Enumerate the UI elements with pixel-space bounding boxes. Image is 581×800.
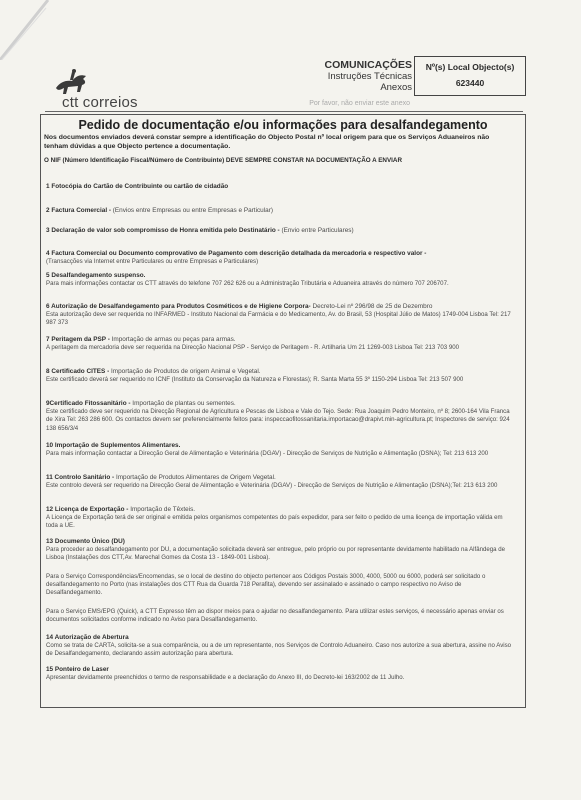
item-heading: 5 Desalfandegamento suspenso. — [46, 272, 146, 279]
horse-rider-icon — [52, 68, 92, 96]
item-text: A peritagem da mercadoria deve ser requerida na Direcção Nacional PSP - Serviço de Peritagem - R. Artilharia Um 21 1269-003 Lisboa Tel: 213 703 900 — [46, 344, 460, 352]
item-text: Para o Serviço Correspondências/Encomendas, se o local de destino do objecto pertencer aos Códigos Postais 3000, 4000, 5000 ou 6000, poderá ser solicitado o desalfandegamento no Porto (nas instalações dos CTT Rua da Guarda 718 Perafita), devendo ser assinalado e assinado o campo respectivo no Aviso de Desalfandegamento. — [46, 573, 486, 597]
list-item — [46, 250, 516, 266]
item-heading: 2 Factura Comercial - — [46, 207, 113, 214]
nif-notice: O NIF (Número Identificação Fiscal/Número de Contribuinte) DEVE SEMPRE CONSTAR NA DOCUMENTAÇÃO A ENVIAR — [44, 157, 403, 164]
item-text: Para mais informação contactar a Direcção Geral de Alimentação e Veterinária (DGAV) - Direcção de Serviços de Nutrição e Alimentação (DSNA); Tel: 213 613 200 — [46, 450, 489, 458]
header-divider — [45, 111, 523, 112]
item-heading: 6 Autorização de Desalfandegamento para Produtos Cosméticos e de Higiene Corpora- — [46, 303, 311, 310]
list-item — [46, 400, 516, 433]
list-item — [46, 634, 516, 659]
item-subtitle: Importação de Produtos de origem Animal e Vegetal. — [110, 368, 261, 375]
item-subtitle: Importação de Têxteis. — [130, 506, 196, 513]
item-text: Como se trata de CARTA, solicita-se a sua comparência, ou a de um representante, nos Serviços de Controlo Aduaneiro. Caso nos autorize a sua abertura, assine no Aviso de Desalfandegamento, declarando assim autorização para abertura. — [46, 642, 512, 658]
list-item — [46, 227, 516, 235]
list-item — [46, 207, 516, 215]
item-subtitle: (Envio entre Particulares) — [281, 227, 354, 234]
item-heading: 8 Certificado CITES - — [46, 368, 111, 375]
item-text: Apresentar devidamente preenchidos o termo de responsabilidade e a declaração do Anexo III, do Decreto-lei 163/2002 de 11 Julho. — [46, 674, 405, 682]
list-item — [46, 608, 516, 624]
item-heading: 12 Licença de Exportação - — [46, 506, 131, 513]
item-text: Para proceder ao desalfandegamento por DU, a documentação solicitada deverá ser entregue, pelo próprio ou por representante devidamente habilitado na Alfândega de Lisboa (Instalações dos CTT,Av. Marechal Gomes da Costa 13 - 1849-001 Lisboa). — [46, 546, 506, 562]
item-text: Este certificado deve ser requerido na Direcção Regional de Agricultura e Pescas de Lisboa e Vale do Tejo. Sede: Rua Joaquim Pedro Monteiro, nº 8; 2600-164 Vila Franca de Xira Tel: 263 286 600. Os contactos devem ser preferencialmente feitos para: inspeccaofitossanitaria.importacao@drapivt.min-agricultura.pt; Inspectores de serviço: 924 138 656/3/4 — [46, 408, 510, 432]
object-number-label: Nº(s) Local Objecto(s) — [425, 62, 515, 72]
list-item — [46, 303, 516, 328]
item-subtitle: Importação de Produtos Alimentares de Origem Vegetal. — [115, 474, 276, 481]
item-text: Para mais informações contactar os CTT através do telefone 707 262 626 ou a Administração Tributária e Aduaneira através do número 707 206707. — [46, 280, 449, 288]
list-item — [46, 573, 516, 598]
item-heading: 4 Factura Comercial ou Documento comprovativo de Pagamento com descrição detalhada da mercadoria e respectivo valor - — [46, 250, 427, 257]
item-heading: 3 Declaração de valor sob compromisso de Honra emitida pelo Destinatário - — [46, 227, 282, 234]
list-item — [46, 183, 516, 191]
brand-name: ctt correios — [62, 94, 138, 111]
list-item — [46, 506, 516, 531]
item-text: A Licença de Exportação terá de ser original e emitida pelos organismos competentes do país expedidor, para ser feito o pedido de uma licença de importação válida em toda a UE. — [46, 514, 503, 530]
item-text: Este controlo deverá ser requerido na Direcção Geral de Alimentação e Veterinária (DGAV) - Direcção de Serviços de Nutrição e Alimentação (DSNA);Tel: 213 613 200 — [46, 482, 498, 490]
ctt-logo — [44, 68, 154, 113]
item-text: Este certificado deverá ser requerido no ICNF (Instituto da Conservação da Natureza e Florestas); R. Santa Marta 55 3º 1150-294 Lisboa Tel: 213 507 900 — [46, 376, 464, 384]
list-item — [46, 538, 516, 563]
item-text: (Transacções via Internet entre Particulares ou entre Empresas e Particulares) — [46, 258, 259, 266]
object-number-value: 623440 — [455, 78, 485, 88]
item-heading: 9Certificado Fitossanitário - — [46, 400, 133, 407]
list-item — [46, 666, 516, 682]
header-line1: COMUNICAÇÕES — [324, 59, 412, 71]
item-subtitle: (Envios entre Empresas ou entre Empresas e Particular) — [112, 207, 273, 214]
list-item — [46, 368, 516, 384]
list-item — [46, 474, 516, 490]
item-subtitle: Importação de plantas ou sementes. — [132, 400, 236, 407]
item-heading: 11 Controlo Sanitário - — [46, 474, 116, 481]
page-fold-mark — [0, 0, 60, 60]
header-line3: Anexos — [380, 82, 412, 93]
item-heading: 10 Importação de Suplementos Alimentares. — [46, 442, 181, 449]
header-text — [290, 60, 412, 93]
item-heading: 13 Documento Único (DU) — [46, 538, 125, 545]
header-line2: Instruções Técnicas — [327, 71, 412, 82]
item-subtitle: Decreto-Lei nº 296/98 de 25 de Dezembro — [310, 303, 433, 310]
item-heading: 14 Autorização de Abertura — [46, 634, 129, 641]
item-text: Para o Serviço EMS/EPG (Quick), a CTT Expresso têm ao dispor meios para o ajudar no desalfandegamento. Para utilizar estes serviços, é necessário apenas enviar os documentos solicitados conforme indicado no Aviso para Desalfandegamento. — [46, 608, 504, 624]
page-title: Pedido de documentação e/ou informações para desalfandegamento — [78, 118, 488, 132]
item-subtitle: Importação de armas ou peças para armas. — [111, 336, 236, 343]
item-heading: 15 Ponteiro de Laser — [46, 666, 109, 673]
list-item — [46, 336, 516, 352]
intro-text: Nos documentos enviados deverá constar sempre a identificação do Objecto Postal nº local origem para que os Serviços Aduaneiros não tenham dúvidas a que Objecto pertence a documentação. — [44, 134, 490, 150]
list-item — [46, 442, 516, 458]
list-item — [46, 272, 516, 288]
item-heading: 1 Fotocópia do Cartão de Contribuinte ou cartão de cidadão — [46, 183, 229, 190]
item-text: Esta autorização deve ser requerida no INFARMED - Instituto Nacional da Farmácia e do Medicamento, Av. do Brasil, 53 (Hospital Júlio de Matos) 1749-004 Lisboa Tel: 217 987 373 — [46, 311, 511, 327]
object-number-box — [414, 56, 526, 96]
item-heading: 7 Peritagem da PSP - — [46, 336, 112, 343]
faint-note: Por favor, não enviar este anexo — [309, 100, 410, 107]
